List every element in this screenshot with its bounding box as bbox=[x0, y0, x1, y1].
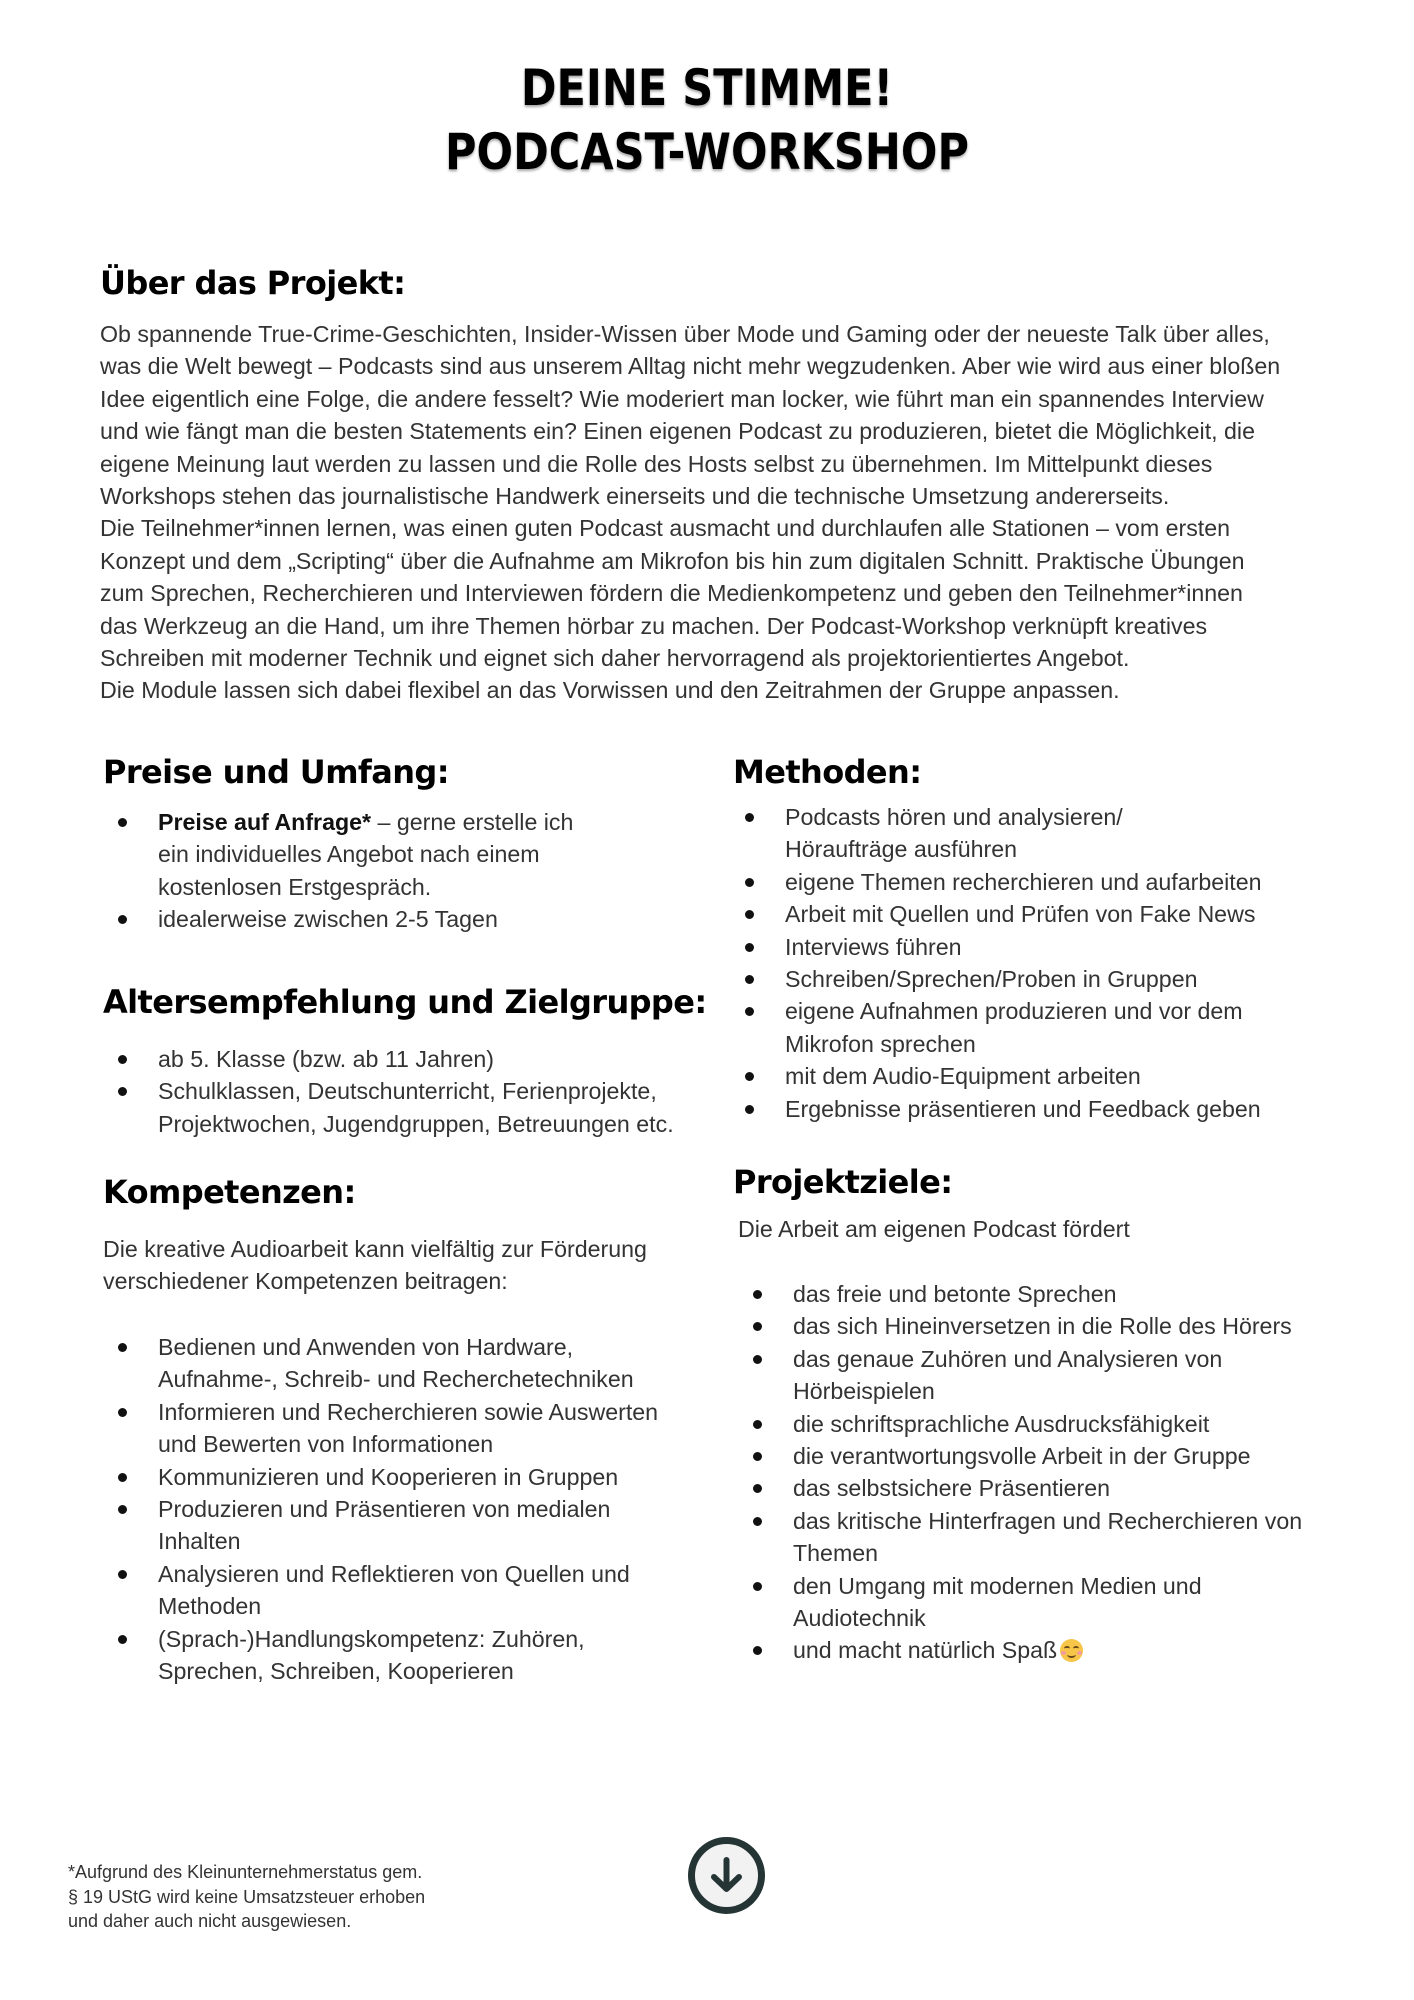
list-item bbox=[745, 898, 1345, 930]
arrow-down-icon bbox=[695, 1844, 758, 1907]
list-item bbox=[753, 1343, 1353, 1408]
bullet-icon bbox=[118, 1570, 127, 1579]
list-item-text: Mikrofon sprechen bbox=[785, 1030, 976, 1057]
bullet-icon bbox=[745, 1105, 754, 1114]
pricing-emphasis: Preise auf Anfrage* bbox=[158, 809, 372, 835]
about-line: Workshops stehen das journalistische Handwerk einerseits und die technische Umsetzung andererseits. bbox=[100, 483, 1170, 510]
footnote bbox=[68, 1860, 488, 1934]
list-item-text: eigene Themen recherchieren und aufarbeiten bbox=[785, 868, 1262, 895]
bullet-icon bbox=[753, 1646, 762, 1655]
list-item-text: die schriftsprachliche Ausdrucksfähigkeit bbox=[793, 1410, 1210, 1437]
list-item-text: Informieren und Recherchieren sowie Auswerten bbox=[158, 1398, 659, 1425]
list-item bbox=[118, 1331, 708, 1396]
list-item-text: eigene Aufnahmen produzieren und vor dem bbox=[785, 998, 1243, 1025]
footnote-line: § 19 UStG wird keine Umsatzsteuer erhoben bbox=[68, 1886, 426, 1907]
competencies-heading: Kompetenzen: bbox=[103, 1173, 356, 1211]
pricing-list bbox=[118, 806, 678, 936]
list-item-text: Höraufträge ausführen bbox=[785, 836, 1018, 863]
bullet-icon bbox=[745, 975, 754, 984]
list-item-text: ein individuelles Angebot nach einem bbox=[158, 841, 540, 868]
list-item bbox=[745, 1093, 1345, 1125]
about-line: zum Sprechen, Recherchieren und Interviewen fördern die Medienkompetenz und geben den Teilnehmer*innen bbox=[100, 580, 1243, 607]
list-item-text: Interviews führen bbox=[785, 933, 962, 960]
bullet-icon bbox=[753, 1484, 762, 1493]
bullet-icon bbox=[118, 915, 127, 924]
bullet-icon bbox=[753, 1420, 762, 1429]
list-item-text: ab 5. Klasse (bzw. ab 11 Jahren) bbox=[158, 1046, 494, 1072]
bullet-icon bbox=[118, 1408, 127, 1417]
list-item bbox=[118, 903, 678, 935]
list-item-text: Projektwochen, Jugendgruppen, Betreuungen etc. bbox=[158, 1110, 674, 1137]
bullet-icon bbox=[753, 1452, 762, 1461]
list-item-text: Analysieren und Reflektieren von Quellen und bbox=[158, 1560, 630, 1587]
list-item-text: Podcasts hören und analysieren/ bbox=[785, 804, 1123, 830]
smiling-face-emoji-icon bbox=[1060, 1639, 1083, 1662]
bullet-icon bbox=[753, 1322, 762, 1331]
list-item-text: (Sprach-)Handlungskompetenz: Zuhören, bbox=[158, 1625, 585, 1652]
page-title bbox=[0, 56, 1414, 184]
list-item-text: Kommunizieren und Kooperieren in Gruppen bbox=[158, 1463, 619, 1490]
bullet-icon bbox=[753, 1355, 762, 1364]
about-paragraph bbox=[100, 318, 1340, 707]
audience-list bbox=[118, 1043, 698, 1140]
list-item bbox=[118, 1075, 698, 1140]
list-item-text: Aufnahme-, Schreib- und Recherchetechniken bbox=[158, 1366, 634, 1393]
list-item-text: das genaue Zuhören und Analysieren von bbox=[793, 1345, 1223, 1372]
list-item-text: Ergebnisse präsentieren und Feedback geben bbox=[785, 1095, 1261, 1122]
bullet-icon bbox=[118, 1505, 127, 1514]
bullet-icon bbox=[745, 1072, 754, 1081]
bullet-icon bbox=[118, 818, 127, 827]
bullet-icon bbox=[118, 1635, 127, 1644]
about-line: das Werkzeug an die Hand, um ihre Themen hörbar zu machen. Der Podcast-Workshop verknüpft kreatives bbox=[100, 612, 1208, 639]
pricing-heading: Preise und Umfang: bbox=[103, 753, 449, 791]
bullet-icon bbox=[753, 1517, 762, 1526]
footnote-line: *Aufgrund des Kleinunternehmerstatus gem. bbox=[68, 1862, 423, 1882]
bullet-icon bbox=[753, 1290, 762, 1299]
list-item-text: das freie und betonte Sprechen bbox=[793, 1281, 1117, 1307]
goals-heading: Projektziele: bbox=[733, 1163, 953, 1201]
list-item bbox=[118, 1623, 708, 1688]
list-item-text: Hörbeispielen bbox=[793, 1378, 935, 1405]
list-item-text: Methoden bbox=[158, 1593, 262, 1620]
list-item-text: mit dem Audio-Equipment arbeiten bbox=[785, 1063, 1141, 1090]
list-item bbox=[753, 1634, 1353, 1666]
scroll-down-button[interactable] bbox=[688, 1837, 765, 1914]
bullet-icon bbox=[745, 813, 754, 822]
list-item-text: und macht natürlich Spaß bbox=[793, 1637, 1058, 1664]
list-item-text: Produzieren und Präsentieren von medialen bbox=[158, 1496, 611, 1523]
list-item bbox=[745, 866, 1345, 898]
about-line: Schreiben mit moderner Technik und eignet sich daher hervorragend als projektorientiertes Angebot. bbox=[100, 645, 1130, 672]
list-item bbox=[745, 931, 1345, 963]
bullet-icon bbox=[745, 878, 754, 887]
bullet-icon bbox=[118, 1343, 127, 1352]
list-item bbox=[753, 1408, 1353, 1440]
about-line: Ob spannende True-Crime-Geschichten, Insider-Wissen über Mode und Gaming oder der neueste Talk über alles, bbox=[100, 321, 1270, 347]
methods-list bbox=[745, 801, 1345, 1125]
list-item-text: Bedienen und Anwenden von Hardware, bbox=[158, 1334, 574, 1360]
list-item-text: das kritische Hinterfragen und Recherchieren von bbox=[793, 1507, 1303, 1534]
list-item bbox=[753, 1310, 1353, 1342]
list-item-text: Themen bbox=[793, 1540, 879, 1567]
list-item-text: Schreiben/Sprechen/Proben in Gruppen bbox=[785, 966, 1198, 993]
list-item-text: Schulklassen, Deutschunterricht, Ferienprojekte, bbox=[158, 1078, 657, 1105]
goals-intro: Die Arbeit am eigenen Podcast fördert bbox=[738, 1216, 1130, 1242]
about-line: was die Welt bewegt – Podcasts sind aus unserem Alltag nicht mehr wegzudenken. Aber wie wird aus einer bloßen bbox=[100, 353, 1281, 380]
audience-heading: Altersempfehlung und Zielgruppe: bbox=[103, 983, 707, 1021]
list-item-text: kostenlosen Erstgespräch. bbox=[158, 873, 432, 900]
about-heading: Über das Projekt: bbox=[100, 264, 406, 302]
bullet-icon bbox=[745, 1007, 754, 1016]
list-item bbox=[753, 1472, 1353, 1504]
intro-line: Die kreative Audioarbeit kann vielfältig zur Förderung bbox=[103, 1236, 647, 1262]
list-item bbox=[745, 801, 1345, 866]
list-item bbox=[753, 1570, 1353, 1635]
list-item bbox=[118, 1493, 708, 1558]
list-item-text: und Bewerten von Informationen bbox=[158, 1431, 494, 1458]
competencies-list bbox=[118, 1331, 708, 1687]
list-item bbox=[745, 995, 1345, 1060]
about-line: Die Teilnehmer*innen lernen, was einen guten Podcast ausmacht und durchlaufen alle Stationen – vom ersten bbox=[100, 515, 1231, 542]
goals-list bbox=[753, 1278, 1353, 1667]
about-line: Konzept und dem „Scripting“ über die Aufnahme am Mikrofon bis hin zum digitalen Schnitt. Praktische Übungen bbox=[100, 547, 1245, 574]
list-item bbox=[118, 1396, 708, 1461]
list-item bbox=[118, 1558, 708, 1623]
list-item bbox=[745, 1060, 1345, 1092]
list-item-text: Arbeit mit Quellen und Prüfen von Fake News bbox=[785, 901, 1256, 928]
footnote-line: und daher auch nicht ausgewiesen. bbox=[68, 1911, 352, 1931]
list-item-text: Sprechen, Schreiben, Kooperieren bbox=[158, 1658, 514, 1685]
list-item-text: Audiotechnik bbox=[793, 1605, 926, 1632]
list-item bbox=[118, 806, 678, 903]
list-item-text: den Umgang mit modernen Medien und bbox=[793, 1572, 1202, 1599]
title-line-1: DEINE STIMME! bbox=[520, 59, 894, 117]
bullet-icon bbox=[118, 1055, 127, 1064]
list-item bbox=[745, 963, 1345, 995]
bullet-icon bbox=[118, 1473, 127, 1482]
intro-line: verschiedener Kompetenzen beitragen: bbox=[103, 1268, 508, 1295]
competencies-intro bbox=[103, 1233, 703, 1298]
list-item bbox=[753, 1505, 1353, 1570]
about-line: Die Module lassen sich dabei flexibel an das Vorwissen und den Zeitrahmen der Gruppe anpassen. bbox=[100, 677, 1120, 704]
list-item-text: die verantwortungsvolle Arbeit in der Gruppe bbox=[793, 1443, 1251, 1470]
list-item-text: idealerweise zwischen 2-5 Tagen bbox=[158, 906, 498, 933]
list-item-text: – gerne erstelle ich bbox=[371, 809, 574, 835]
about-line: eigene Meinung laut werden zu lassen und die Rolle des Hosts selbst zu übernehmen. Im Mittelpunkt dieses bbox=[100, 450, 1213, 477]
list-item bbox=[753, 1440, 1353, 1472]
list-item-text: Inhalten bbox=[158, 1528, 241, 1555]
list-item bbox=[118, 1043, 698, 1075]
bullet-icon bbox=[745, 943, 754, 952]
list-item bbox=[118, 1461, 708, 1493]
bullet-icon bbox=[753, 1582, 762, 1591]
about-line: Idee eigentlich eine Folge, die andere fesselt? Wie moderiert man locker, wie führt man ein spannendes Interview bbox=[100, 385, 1264, 412]
list-item-text: das sich Hineinversetzen in die Rolle des Hörers bbox=[793, 1313, 1292, 1340]
list-item-text: das selbstsichere Präsentieren bbox=[793, 1475, 1111, 1502]
bullet-icon bbox=[118, 1087, 127, 1096]
bullet-icon bbox=[745, 910, 754, 919]
title-line-2: PODCAST-WORKSHOP bbox=[445, 123, 969, 181]
methods-heading: Methoden: bbox=[733, 753, 922, 791]
about-line: und wie fängt man die besten Statements ein? Einen eigenen Podcast zu produzieren, bietet die Möglichkeit, die bbox=[100, 418, 1255, 445]
list-item bbox=[753, 1278, 1353, 1310]
